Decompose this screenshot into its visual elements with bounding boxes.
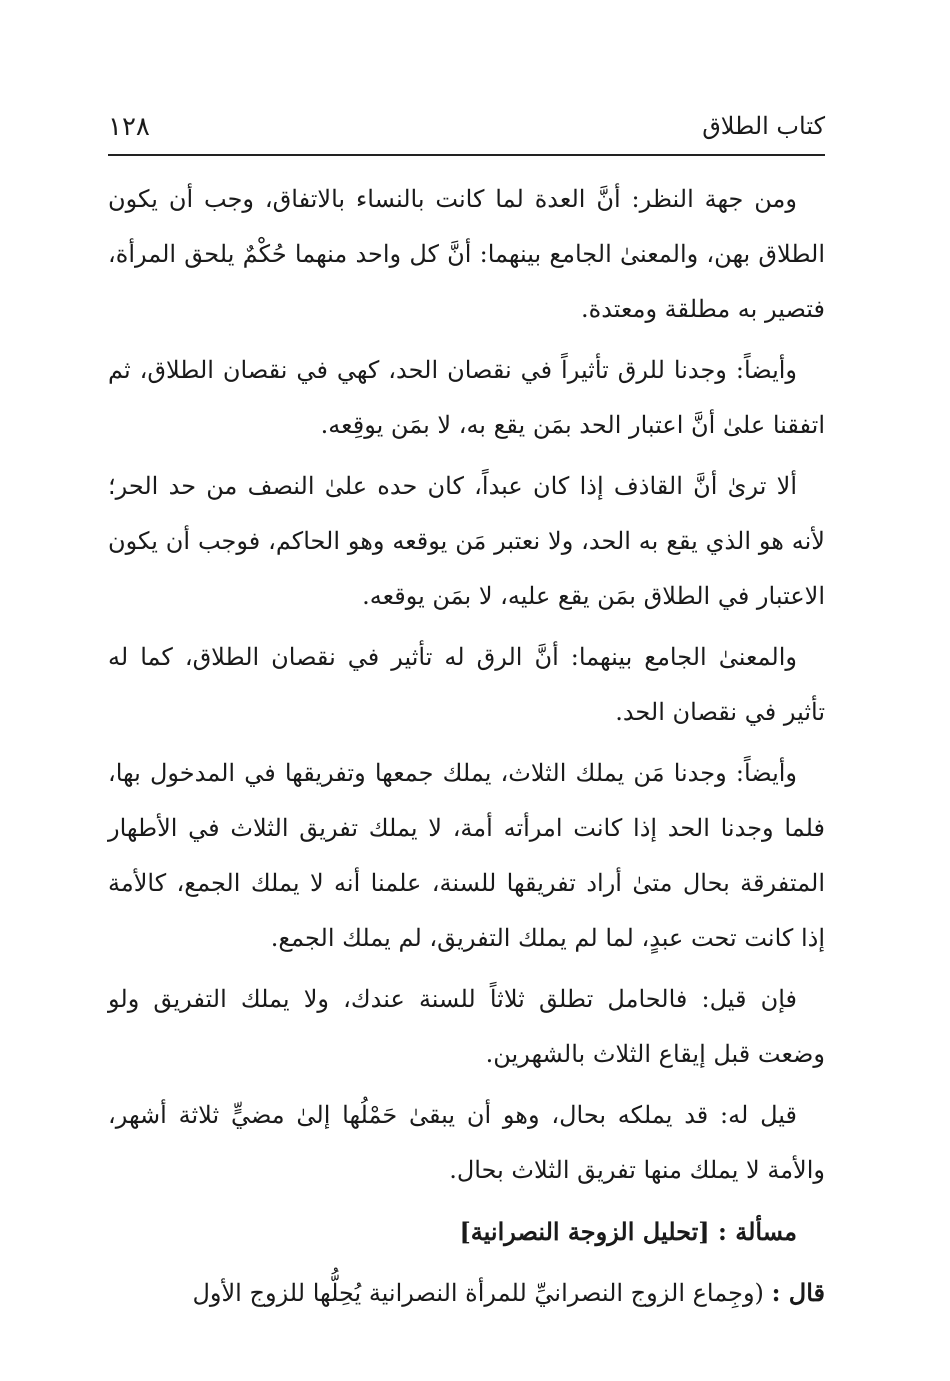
- running-title: كتاب الطلاق: [702, 112, 825, 140]
- paragraph: والمعنىٰ الجامع بينهما: أنَّ الرق له تأثير في نقصان الطلاق، كما له تأثير في نقصان الحد.: [108, 643, 825, 726]
- page-body: [108, 172, 825, 1327]
- speaker-label: قال :: [771, 1278, 825, 1307]
- paragraph: فإن قيل: فالحامل تطلق ثلاثاً للسنة عندك، ولا يملك التفريق ولو وضعت قبل إيقاع الثلاث بالشهرين.: [108, 985, 825, 1068]
- paragraph: قيل له: قد يملكه بحال، وهو أن يبقىٰ حَمْلُها إلىٰ مضيٍّ ثلاثة أشهر، والأمة لا يملك منها تفريق الثلاث بحال.: [108, 1101, 825, 1184]
- section-heading: مسألة : [تحليل الزوجة النصرانية]: [459, 1217, 797, 1246]
- closing-text: (وجِماع الزوج النصرانيِّ للمرأة النصرانية يُحِلُّها للزوج الأول: [192, 1279, 764, 1307]
- paragraph: ألا ترىٰ أنَّ القاذف إذا كان عبداً، كان حده علىٰ النصف من حد الحر؛ لأنه هو الذي يقع به الحد، ولا نعتبر مَن يوقعه وهو الحاكم، فوجب أن يكون الاعتبار في الطلاق بمَن يقع عليه، لا بمَن يوقعه.: [108, 472, 825, 610]
- paragraph: وأيضاً: وجدنا مَن يملك الثلاث، يملك جمعها وتفريقها في المدخول بها، فلما وجدنا الحد إذا كانت امرأته أمة، لا يملك تفريق الثلاث في الأطهار المتفرقة بحال متىٰ أراد تفريقها للسنة، علمنا أنه لا يملك الجمع، كالأمة إذا كانت تحت عبدٍ، لما لم يملك التفريق، لم يملك الجمع.: [108, 759, 825, 952]
- paragraph: وأيضاً: وجدنا للرق تأثيراً في نقصان الحد، كهي في نقصان الطلاق، ثم اتفقنا علىٰ أنَّ اعتبار الحد بمَن يقع به، لا بمَن يوقِعه.: [108, 356, 825, 439]
- closing-line: [108, 1265, 825, 1321]
- paragraph: ومن جهة النظر: أنَّ العدة لما كانت بالنساء بالاتفاق، وجب أن يكون الطلاق بهن، والمعنىٰ الجامع بينهما: أنَّ كل واحد منهما حُكْمٌ يلحق المرأة، فتصير به مطلقة ومعتدة.: [108, 185, 825, 323]
- page-header: [108, 108, 825, 156]
- page-number: ١٢٨: [108, 112, 150, 142]
